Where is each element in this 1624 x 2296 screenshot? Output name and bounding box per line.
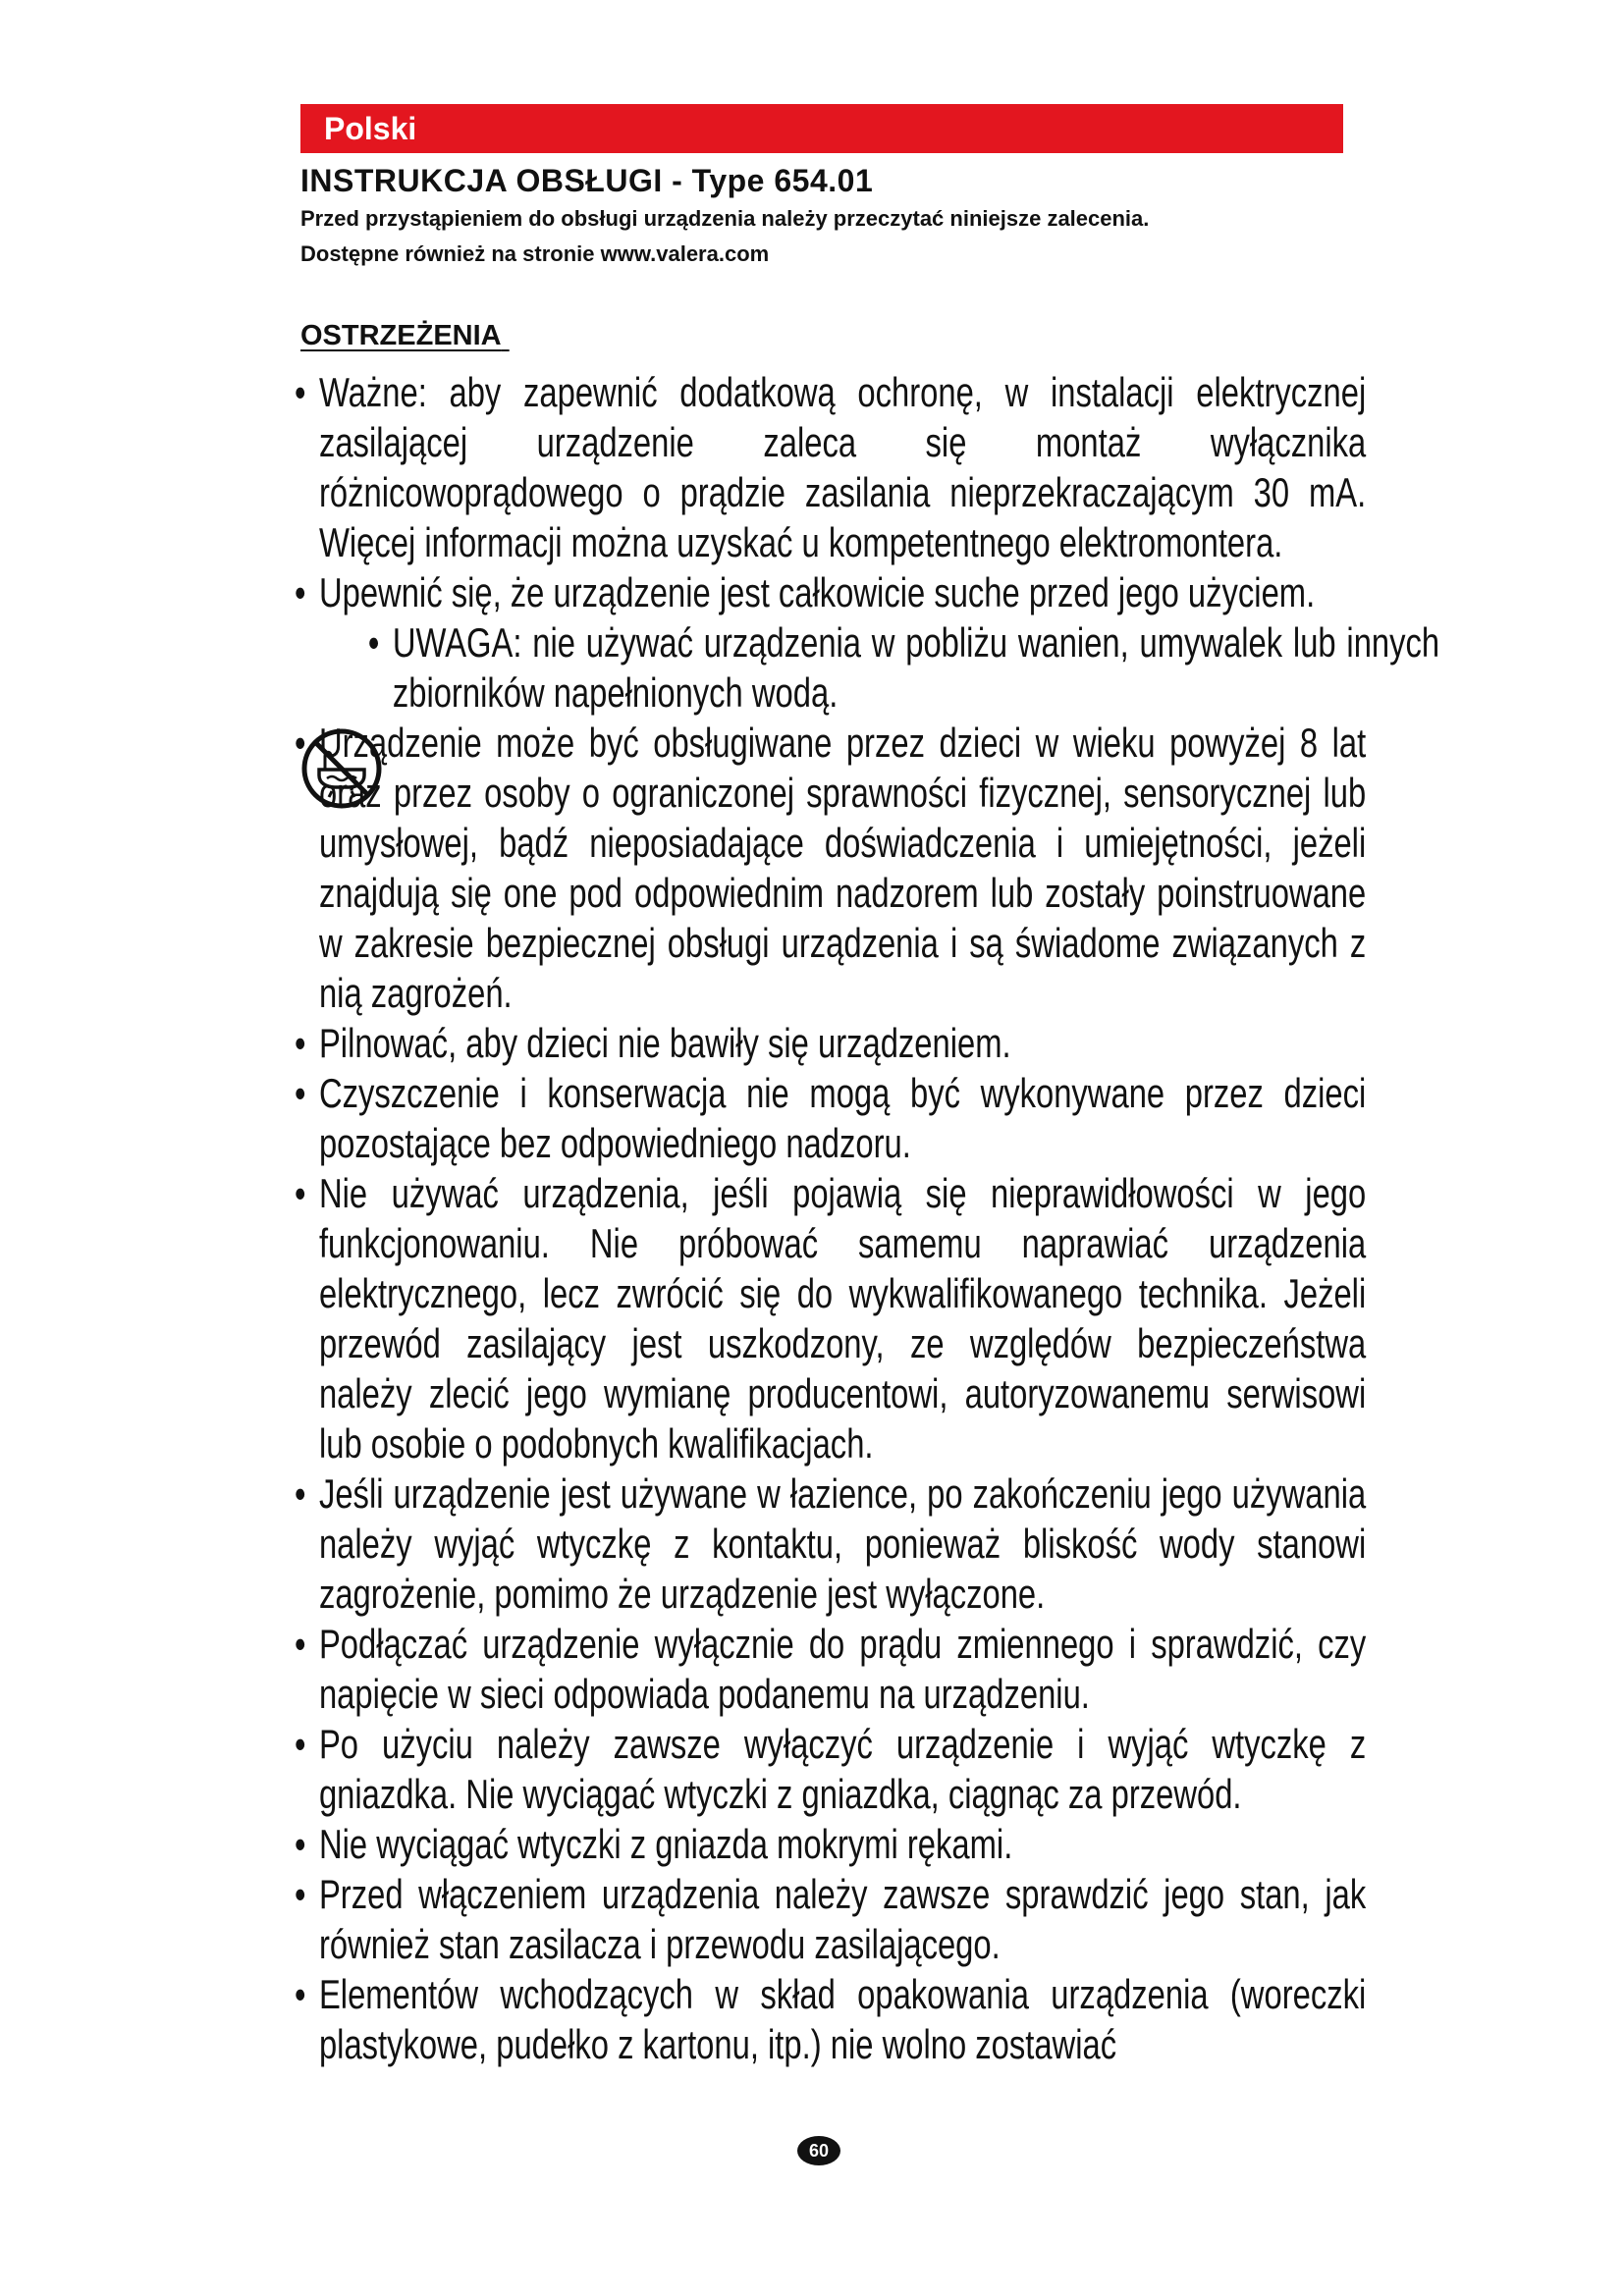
bullet: • [295,720,306,766]
warning-item [295,1969,1366,2069]
warning-item [295,367,1366,567]
bullet: • [295,1020,306,1066]
warning-item [295,1719,1366,1819]
warning-item [295,718,1366,1018]
warning-text: Podłączać urządzenie wyłącznie do prądu zmiennego i sprawdzić, czy napięcie w sieci odpowiada podanemu na urządzeniu. [318,1621,1367,1717]
warning-item [295,567,1366,617]
warning-item [295,1819,1366,1869]
bullet: • [295,1871,306,1917]
bullet: • [295,1971,306,2017]
warning-item [295,1619,1366,1719]
bullet: • [367,619,380,666]
warning-text: Pilnować, aby dzieci nie bawiły się urządzeniem. [318,1020,1011,1066]
bullet: • [295,1170,306,1216]
warning-item [295,1068,1366,1168]
warning-text: Upewnić się, że urządzenie jest całkowicie suche przed jego użyciem. [318,569,1316,615]
warning-text: Urządzenie może być obsługiwane przez dzieci w wieku powyżej 8 lat oraz przez osoby o ograniczonej sprawności fizycznej, sensorycznej lub umysłowej, bądź nieposiadające doświadczenia i umiejętności, jeżeli znajdują się one pod odpowiednim nadzorem lub zostały poinstruowane w zakresie bezpiecznej obsługi urządzenia i są świadome związanych z nią zagrożeń. [318,720,1367,1016]
bullet: • [295,1070,306,1116]
bullet: • [295,369,306,415]
bullet: • [295,569,306,615]
warning-item [295,1018,1366,1068]
bullet: • [295,1821,306,1867]
warning-text: UWAGA: nie używać urządzenia w pobliżu wanien, umywalek lub innych zbiorników napełnionych wodą. [392,619,1440,716]
warning-text: Nie wyciągać wtyczki z gniazda mokrymi rękami. [318,1821,1013,1867]
bullet: • [295,1721,306,1767]
bullet: • [295,1621,306,1667]
warnings-list [295,367,1440,2069]
bullet: • [295,1470,306,1517]
warning-item-bath [295,617,1439,718]
warning-text: Po użyciu należy zawsze wyłączyć urządzenie i wyjąć wtyczkę z gniazdka. Nie wyciągać wtyczki z gniazdka, ciągnąc za przewód. [318,1721,1367,1817]
page-number: 60 [797,2136,840,2165]
warning-text: Jeśli urządzenie jest używane w łazience, po zakończeniu jego używania należy wyjąć wtyczkę z kontaktu, ponieważ bliskość wody stanowi zagrożenie, pomimo że urządzenie jest wyłączone. [318,1470,1367,1617]
warning-text: Ważne: aby zapewnić dodatkową ochronę, w instalacji elektrycznej zasilającej urządzenie zaleca się montaż wyłącznika różnicowoprądowego o prądzie zasilania nieprzekraczającym 30 mA. Więcej informacji można uzyskać u kompetentnego elektromontera. [318,369,1367,565]
warning-text: Przed włączeniem urządzenia należy zawsze sprawdzić jego stan, jak również stan zasilacza i przewodu zasilającego. [318,1871,1367,1967]
language-label: Polski [324,111,417,146]
intro-line-read-first: Przed przystąpieniem do obsługi urządzenia należy przeczytać niniejsze zalecenia. [300,206,1150,231]
warning-text: Elementów wchodzących w skład opakowania urządzenia (woreczki plastykowe, pudełko z kartonu, itp.) nie wolno zostawiać [318,1971,1367,2067]
warning-item [295,1168,1366,1468]
document-title: INSTRUKCJA OBSŁUGI - Type 654.01 [300,163,874,198]
language-banner [300,104,1343,153]
intro-line-website: Dostępne również na stronie www.valera.com [300,241,770,266]
warning-item [295,1869,1366,1969]
warning-text: Nie używać urządzenia, jeśli pojawią się nieprawidłowości w jego funkcjonowaniu. Nie próbować samemu naprawiać urządzenia elektrycznego, lecz zwrócić się do wykwalifikowanego technika. Jeżeli przewód zasilający jest uszkodzony, ze względów bezpieczeństwa należy zlecić jego wymianę producentowi, autoryzowanemu serwisowi lub osobie o podobnych kwalifikacjach. [318,1170,1367,1467]
warning-item [295,1468,1366,1619]
warning-text: Czyszczenie i konserwacja nie mogą być wykonywane przez dzieci pozostające bez odpowiedniego nadzoru. [318,1070,1367,1166]
section-heading-warnings: OSTRZEŻENIA [300,320,502,351]
